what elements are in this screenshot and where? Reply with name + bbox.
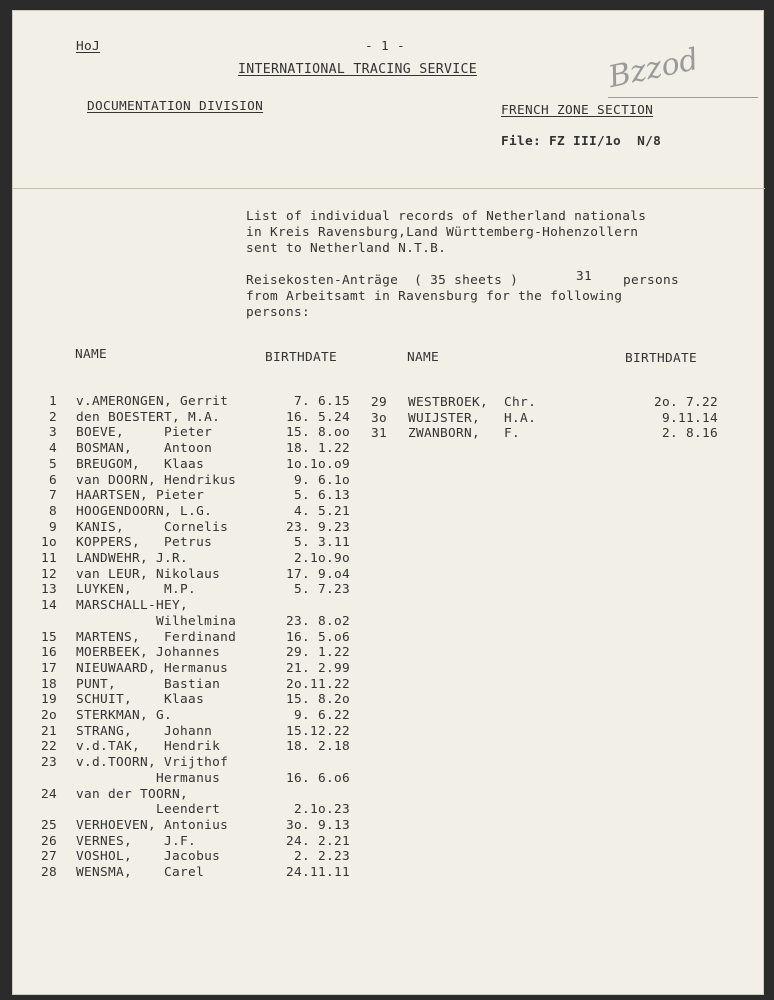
row-number: 19 [40, 692, 57, 708]
birthdate: 21. 2.99 [285, 660, 350, 676]
row-number: 29 [370, 395, 387, 410]
person-name: NIEUWAARD, Hermanus [76, 660, 229, 676]
birthdate: 2. 8.16 [661, 426, 718, 442]
person-name: LUYKEN, M.P. [76, 582, 197, 598]
row-number: 7 [48, 488, 57, 504]
row-number: 21 [40, 723, 57, 739]
page-fold-line [13, 188, 765, 189]
row-number: 23 [40, 755, 57, 771]
birthdate: 29. 1.22 [285, 645, 350, 661]
row-number: 9 [48, 519, 57, 535]
row-number: 1o [40, 535, 57, 551]
birthdate: 2o. 7.22 [653, 395, 718, 410]
person-name: BOSMAN, Antoon [76, 441, 213, 457]
row-number: 18 [40, 676, 57, 692]
person-name: van der TOORN, [76, 786, 189, 802]
birthdate: 15. 8.oo [285, 425, 350, 441]
birthdate: 24.11.11 [285, 865, 350, 880]
person-name: HOOGENDOORN, L.G. [76, 503, 213, 519]
person-name: PUNT, Bastian [76, 676, 221, 692]
division-title: DOCUMENTATION DIVISION [87, 99, 264, 114]
row-number: 3o [370, 410, 387, 426]
file-reference: File: FZ III/1o N/8 [501, 134, 662, 149]
birthdate: 16. 6.o6 [285, 770, 350, 786]
person-name: v.d.TOORN, Vrijthof [76, 755, 229, 771]
person-name: v.AMERONGEN, Gerrit [76, 394, 229, 409]
row-number: 13 [40, 582, 57, 598]
person-name: MARTENS, Ferdinand [76, 629, 237, 645]
birthdate: 2.1o.23 [293, 802, 350, 818]
person-name: ZWANBORN, F. [408, 426, 521, 442]
handwritten-mark: Bzzod [605, 41, 702, 96]
row-number: 4 [48, 441, 57, 457]
birthdate: 9. 6.1o [293, 472, 350, 488]
intro-persons-label: persons [623, 273, 680, 288]
birthdate: 23. 8.o2 [285, 613, 350, 629]
column-header-birthdate-left: BIRTHDATE [265, 350, 338, 365]
birthdate: 18. 2.18 [285, 739, 350, 755]
person-name: WENSMA, Carel [76, 865, 205, 880]
person-name: Wilhelmina [76, 613, 237, 629]
row-number: 25 [40, 817, 57, 833]
person-name: KANIS, Cornelis [76, 519, 229, 535]
birthdate: 18. 1.22 [285, 441, 350, 457]
birthdate: 9. 6.22 [293, 708, 350, 723]
person-name: den BOESTERT, M.A. [76, 409, 221, 425]
person-name: BREUGOM, Klaas [76, 456, 205, 472]
intro-line-6: persons: [246, 305, 311, 320]
person-name: VERHOEVEN, Antonius [76, 817, 229, 833]
row-number: 3 [48, 425, 57, 441]
person-count: 31 [576, 269, 593, 284]
document-page [12, 10, 764, 995]
person-name: v.d.TAK, Hendrik [76, 739, 221, 755]
row-number: 14 [40, 598, 57, 614]
person-name: MARSCHALL-HEY, [76, 598, 189, 614]
row-number: 12 [40, 566, 57, 582]
birthdate: 15.12.22 [285, 723, 350, 739]
intro-line-5: from Arbeitsamt in Ravensburg for the following [246, 289, 623, 304]
initials: HoJ [76, 39, 101, 54]
person-name: van LEUR, Nikolaus [76, 566, 221, 582]
person-name: KOPPERS, Petrus [76, 535, 213, 551]
column-header-birthdate-right: BIRTHDATE [625, 351, 698, 366]
birthdate: 9.11.14 [661, 410, 718, 426]
person-name: LANDWEHR, J.R. [76, 551, 189, 566]
birthdate: 2. 2.23 [293, 849, 350, 865]
person-name: Hermanus [76, 770, 221, 786]
birthdate: 2o.11.22 [285, 676, 350, 692]
column-header-name-right: NAME [407, 350, 440, 365]
section-title: FRENCH ZONE SECTION [501, 103, 654, 118]
intro-line-1: List of individual records of Netherland nationals [246, 209, 647, 224]
row-number: 24 [40, 786, 57, 802]
page-number: - 1 - [365, 39, 406, 54]
row-number: 2 [48, 409, 57, 425]
row-number: 5 [48, 456, 57, 472]
birthdate: 4. 5.21 [293, 503, 350, 519]
row-number: 15 [40, 629, 57, 645]
person-name: van DOORN, Hendrikus [76, 472, 237, 488]
person-name: STRANG, Johann [76, 723, 213, 739]
organization-title: INTERNATIONAL TRACING SERVICE [238, 62, 477, 77]
person-name: STERKMAN, G. [76, 708, 173, 723]
birthdate: 1o.1o.o9 [285, 456, 350, 472]
row-number: 17 [40, 660, 57, 676]
person-name: SCHUIT, Klaas [76, 692, 205, 708]
person-name: VOSHOL, Jacobus [76, 849, 221, 865]
column-header-name-left: NAME [75, 347, 108, 362]
row-number: 16 [40, 645, 57, 661]
birthdate: 5. 3.11 [293, 535, 350, 551]
divider-line [608, 97, 758, 98]
person-name: WESTBROEK, Chr. [408, 395, 537, 410]
birthdate: 16. 5.o6 [285, 629, 350, 645]
person-name: WUIJSTER, H.A. [408, 410, 537, 426]
intro-line-3: sent to Netherland N.T.B. [246, 241, 447, 256]
row-number: 11 [40, 551, 57, 566]
row-number: 1 [48, 394, 57, 409]
person-name: HAARTSEN, Pieter [76, 488, 205, 504]
row-number: 2o [40, 708, 57, 723]
person-name: MOERBEEK, Johannes [76, 645, 221, 661]
person-name: BOEVE, Pieter [76, 425, 213, 441]
birthdate: 17. 9.o4 [285, 566, 350, 582]
birthdate: 5. 6.13 [293, 488, 350, 504]
birthdate: 2.1o.9o [293, 551, 350, 566]
birthdate: 16. 5.24 [285, 409, 350, 425]
intro-line-2: in Kreis Ravensburg,Land Württemberg-Hohenzollern [246, 225, 639, 240]
intro-line-4: Reisekosten-Anträge ( 35 sheets ) [246, 273, 519, 288]
person-name: VERNES, J.F. [76, 833, 197, 849]
row-number: 22 [40, 739, 57, 755]
row-number: 8 [48, 503, 57, 519]
person-name: Leendert [76, 802, 221, 818]
birthdate: 5. 7.23 [293, 582, 350, 598]
birthdate: 24. 2.21 [285, 833, 350, 849]
birthdate: 23. 9.23 [285, 519, 350, 535]
birthdate: 15. 8.2o [285, 692, 350, 708]
birthdate: 7. 6.15 [293, 394, 350, 409]
row-number: 27 [40, 849, 57, 865]
birthdate: 3o. 9.13 [285, 817, 350, 833]
row-number: 28 [40, 865, 57, 880]
row-number: 26 [40, 833, 57, 849]
row-number: 31 [370, 426, 387, 442]
row-number: 6 [48, 472, 57, 488]
